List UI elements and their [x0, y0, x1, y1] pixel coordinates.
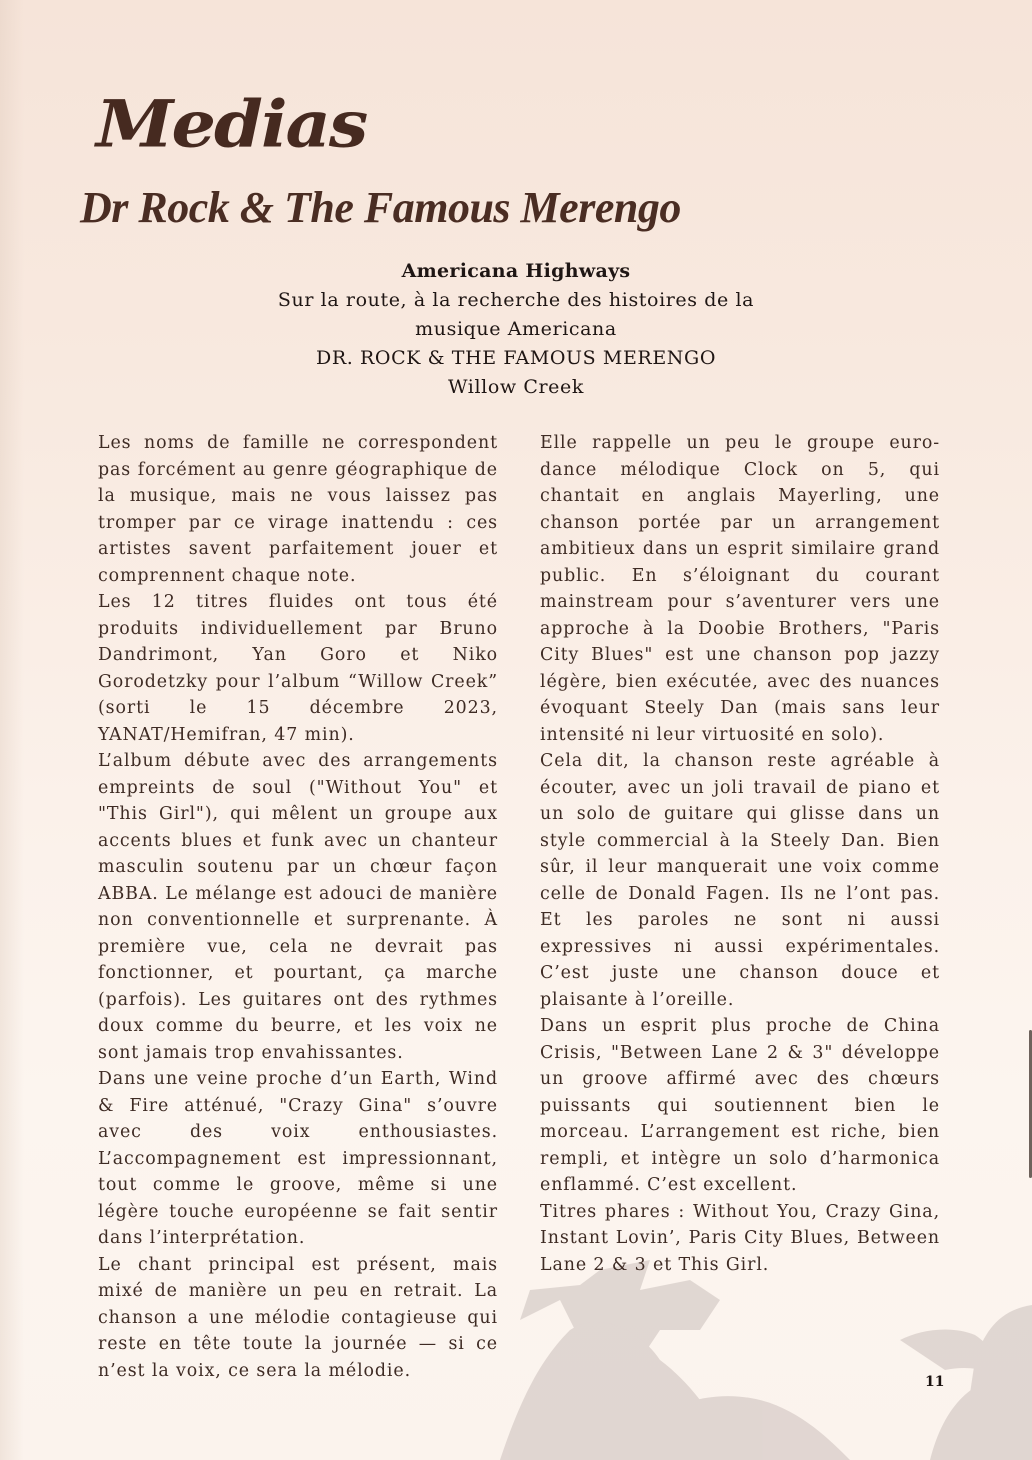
- page-edge-shadow: [0, 0, 24, 1460]
- paragraph: L’album débute avec des arrangements empreints de soul ("Without You" et "This Girl"), qui mêlent un groupe aux accents blues et funk avec un chanteur masculin soutenu par un chœur façon ABBA. Le mélange est adouci de manière non conventionnelle et surprenante. À première vue, cela ne devrait pas fonctionner, et pourtant, ça marche (parfois). Les guitares ont des rythmes doux comme du beurre, et les voix ne sont jamais trop envahissantes.: [98, 751, 498, 1063]
- series-tagline-line2: musique Americana: [415, 318, 617, 340]
- article-header: [240, 257, 792, 402]
- article-column-left: [98, 430, 498, 1384]
- paragraph: Dans un esprit plus proche de China Crisis, "Between Lane 2 & 3" développe un groove affirmé avec des chœurs puissants qui soutiennent bien le morceau. L’arrangement est riche, bien rempli, et intègre un solo d’harmonica enflammé. C’est excellent.: [540, 1016, 940, 1195]
- highlight-tracks: Titres phares : Without You, Crazy Gina, Instant Lovin’, Paris City Blues, Between Lane 2 & 3 et This Girl.: [540, 1201, 940, 1275]
- paragraph: Les noms de famille ne correspondent pas forcément au genre géographique de la musique, mais ne vous laissez pas tromper par ce virage inattendu : ces artistes savent parfaitement jouer et comprennent chaque note.: [98, 433, 498, 586]
- section-title: Medias: [96, 85, 367, 162]
- page-number: 11: [925, 1374, 945, 1390]
- album-name: Willow Creek: [448, 376, 584, 398]
- paragraph: Dans une veine proche d’un Earth, Wind & Fire atténué, "Crazy Gina" s’ouvre avec des voix enthousiastes. L’accompagnement est impressionnant, tout comme le groove, même si une légère touche européenne se fait sentir dans l’interprétation.: [98, 1069, 498, 1248]
- article-column-right: [540, 430, 940, 1278]
- paragraph: Le chant principal est présent, mais mixé de manière un peu en retrait. La chanson a une mélodie contagieuse qui reste en tête toute la journée — si ce n’est la voix, ce sera la mélodie.: [98, 1254, 498, 1381]
- article-subtitle: Dr Rock & The Famous Merengo: [80, 183, 681, 232]
- series-name: Americana Highways: [401, 260, 631, 282]
- series-tagline-line1: Sur la route, à la recherche des histoires de la: [277, 289, 755, 311]
- paragraph: Cela dit, la chanson reste agréable à écouter, avec un joli travail de piano et un solo de guitare qui glisse dans un style commercial à la Steely Dan. Bien sûr, il leur manquerait une voix comme celle de Donald Fagen. Ils ne l’ont pas. Et les paroles ne sont ni aussi expressives ni aussi expérimentales. C’est juste une chanson douce et plaisante à l’oreille.: [540, 751, 940, 1010]
- artist-name: DR. ROCK & THE FAMOUS MERENGO: [315, 347, 716, 369]
- paragraph: Elle rappelle un peu le groupe euro-dance mélodique Clock on 5, qui chantait en anglais Mayerling, une chanson portée par un arrangement ambitieux dans un esprit similaire grand public. En s’éloignant du courant mainstream pour s’aventurer vers une approche à la Doobie Brothers, "Paris City Blues" est une chanson pop jazzy légère, bien exécutée, avec des nuances évoquant Steely Dan (mais sans leur intensité ni leur virtuosité en solo).: [540, 433, 940, 745]
- paragraph: Les 12 titres fluides ont tous été produits individuellement par Bruno Dandrimont, Yan Goro et Niko Gorodetzky pour l’album “Willow Creek” (sorti le 15 décembre 2023, YANAT/Hemifran, 47 min).: [98, 592, 498, 745]
